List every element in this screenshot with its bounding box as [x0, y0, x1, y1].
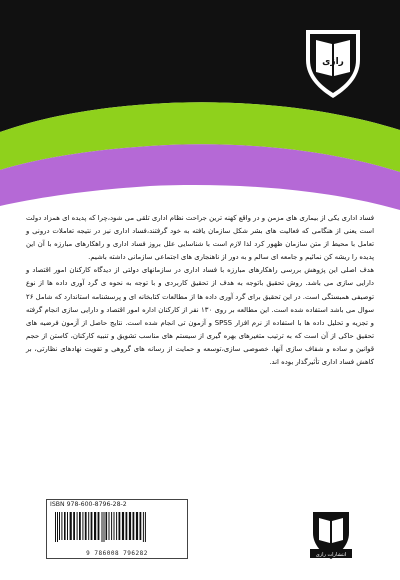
barcode-bar [79, 512, 81, 540]
back-cover-text [26, 212, 374, 369]
svg-text:انتشارات رازی: انتشارات رازی [315, 552, 347, 558]
barcode-bar [114, 512, 115, 540]
barcode-bar [102, 512, 103, 542]
isbn-label: ISBN 978-600-8796-28-2 [50, 501, 127, 508]
barcode-bar [104, 512, 105, 542]
barcode-bar [57, 512, 58, 542]
barcode-bar [70, 512, 72, 540]
barcode-bar [64, 512, 66, 540]
barcode-bar [59, 512, 60, 540]
book-shield-logo-icon [302, 26, 364, 100]
publisher-seal-icon [310, 509, 352, 561]
isbn-barcode-box [46, 499, 188, 559]
barcode-bar [88, 512, 89, 540]
barcode-icon [53, 512, 179, 548]
barcode-bar [67, 512, 68, 540]
barcode-bar [82, 512, 83, 540]
barcode-bar [140, 512, 142, 540]
barcode-bar [111, 512, 112, 540]
paragraph-research: هدف اصلی این پژوهش بررسی راهکارهای مبارزه با فساد اداری در سازمانهای دولتی از دیدگاه کارکنان امور اقتصاد و دارایی سازی می باشد. روش تحقیق باتوجه به هدف از تحقیق کاربردی و با توجه به نحوه ی گرد آوری داده ها از نوع توصیفی همبستگی است. در این تحقیق برای گرد آوری داده ها از مطالعات کتابخانه ای و پرسشنامه استاندارد که شامل ۲۶ سوال می باشد استفاده شده است. این مطالعه بر روی ۱۳۰ نفر از کارکنان اداره امور اقتصاد و دارایی سازی انجام گرفته و تجزیه و تحلیل داده ها با استفاده از نرم افزار SPSS و آزمون تی انجام شده است. نتایج حاصل از آزمون فرضیه های تحقیق حاکی از آن است که به ترتیب متغیرهای بهره گیری از سیستم های مناسب تشویق و تنبیه کارکنان، کاستن از حجم قوانین و ساده و شفاف سازی آنها، خصوصی سازی،توسعه و حمایت از رسانه های گروهی و تقویت نهادهای نظارتی، بر کاهش فساد اداری تأثیرگذار بوده اند. [26, 266, 374, 367]
barcode-bar [73, 512, 75, 540]
barcode-bar [98, 512, 100, 540]
barcode-bar [122, 512, 124, 540]
barcode-bar [61, 512, 62, 540]
barcode-bar [85, 512, 87, 540]
barcode-bar [109, 512, 110, 540]
paragraph-intro: فساد اداری یکی از بیماری های مزمن و در واقع کهنه ترین جراحت نظام اداری تلقی می شود،چرا که پدیده ای همزاد دولت است یعنی از هنگامی که فعالیت های بشر شکل سازمان یافته به خود گرفتند،فساد اداری نیز در نتیجه تعاملات درونی و تعامل با محیط از متن سازمان ظهور کرد لذا لازم است با شناسایی علل بروز فساد اداری و راهکارهای مبارزه با آن این پدیده را ریشه کن نمائیم و جامعه ای سالم و به دور از ناهنجاری های اجتماعی سازمانی داشته باشیم. [26, 214, 374, 262]
barcode-bar [145, 512, 146, 542]
barcode-bar [77, 512, 78, 540]
barcode-bar [119, 512, 121, 540]
barcode-bar [106, 512, 108, 540]
barcode-bar [136, 512, 138, 540]
barcode-digits: 9 786008 796282 [86, 550, 148, 557]
barcode-bar [133, 512, 135, 540]
barcode-bar [143, 512, 144, 542]
barcode-bar [116, 512, 117, 540]
barcode-bar [55, 512, 56, 542]
barcode-bar [126, 512, 128, 540]
barcode-bar [129, 512, 131, 540]
svg-text:رازی: رازی [322, 57, 344, 67]
barcode-bar [94, 512, 96, 540]
barcode-bar [91, 512, 93, 540]
